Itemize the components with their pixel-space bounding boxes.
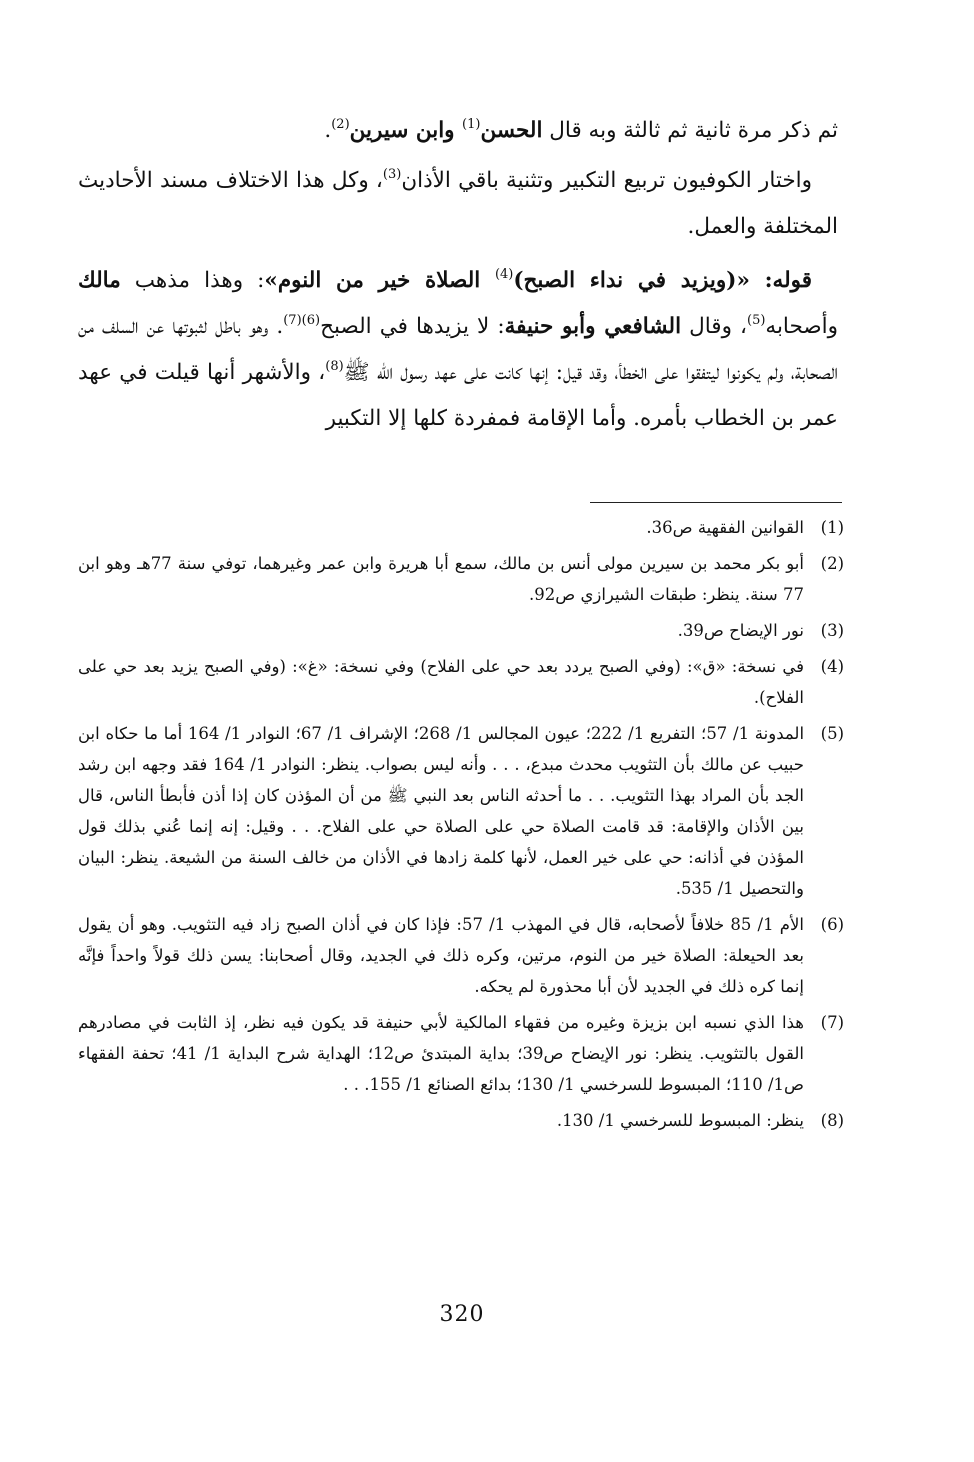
qawluhu-label: قوله: <box>749 268 813 293</box>
footnote-text: هذا الذي نسبه ابن بزيزة وغيره من فقهاء المالكية لأبي حنيفة قد يكون فيه نظر، إذ الثابت في مصادرهم القول بالتثويب. ينظر: نور الإيضاح ص39؛ بداية المبتدئ ص12؛ الهداية شرح البداية 1/ 41؛ تحفة الفقهاء ص1/ 110؛ المبسوط للسرخسي 1/ 130؛ بدائع الصنائع 1/ 155. . . <box>78 1013 804 1094</box>
footnote-ref-3[interactable]: (3) <box>382 167 402 182</box>
footnote <box>78 909 844 1002</box>
footnote <box>78 718 844 904</box>
text-run: . <box>324 118 332 143</box>
footnote-number: (8) <box>820 1111 844 1130</box>
page-number: 320 <box>439 1302 485 1327</box>
footnote-text: في نسخة: «ق»: (وفي الصبح يردد بعد حي على الفلاح) وفي نسخة: «غ»: (وفي الصبح يزيد بعد حي على الفلاح). <box>78 657 804 707</box>
footnote-ref-2[interactable]: (2) <box>331 117 350 132</box>
footnote-number: (2) <box>820 554 844 573</box>
footnote <box>78 1007 844 1100</box>
matn-quote: «(ويزيد في نداء الصبح) <box>513 268 750 293</box>
footnote-ref-4[interactable]: (4) <box>494 267 514 282</box>
text-run: . وهو باطل لثبوتها عن السلف من الصحابة، ولم يكونوا ليتفقوا على الخطأ، وقد قيل: إنها كانت على عهد رسول الله ﷺ <box>78 314 838 385</box>
footnote-separator <box>590 502 842 503</box>
text-run: ، والأشهر أنها قيلت في عهد عمر بن الخطاب بأمره. وأما الإقامة فمفردة كلها إلا التكبير <box>78 360 838 431</box>
name-malik: مالك <box>78 268 121 293</box>
footnote-number: (7) <box>820 1013 844 1032</box>
footnote-text: الأم 1/ 85 خلافاً لأصحابه، قال في المهذب 1/ 57: فإذا كان في أذان الصبح زاد فيه التثويب. وهو أن يقول بعد الحيعلة: الصلاة خير من النوم، مرتين، وكره ذلك في الجديد، وقال أصحابنا: يسن ذلك قولاً واحداً فإنَّه إنما كره ذلك في الجديد لأن أبا محذورة لم يحكه. <box>78 915 804 996</box>
footnote <box>78 651 844 713</box>
footnote-text: ينظر: المبسوط للسرخسي 1/ 130. <box>556 1111 804 1130</box>
text-run: ، وكل هذا الاختلاف مسند الأحاديث المختلفة والعمل. <box>78 168 838 239</box>
footnote-text: القوانين الفقهية ص36. <box>646 518 804 537</box>
footnote-number: (4) <box>820 657 844 676</box>
text-run: : لا يزيدها في الصبح <box>320 314 505 339</box>
text-run: ثم ذكر مرة ثانية ثم ثالثة وبه قال <box>542 118 838 143</box>
paragraph-1 <box>78 108 838 154</box>
footnote-ref-7[interactable]: (7) <box>283 313 302 328</box>
footnote-ref-5[interactable]: (5) <box>746 313 766 328</box>
footnote-number: (3) <box>820 621 844 640</box>
paragraph-3 <box>78 258 838 442</box>
name-shafii-abu-hanifa: الشافعي وأبو حنيفة <box>504 314 682 339</box>
footnote-text: أبو بكر محمد بن سيرين مولى أنس بن مالك، سمع أبا هريرة وابن عمر وغيرهما، توفي سنة 77هـ وهو ابن 77 سنة. ينظر: طبقات الشيرازي ص92. <box>78 554 804 604</box>
footnote-ref-1[interactable]: (1) <box>462 117 481 132</box>
footnote <box>78 1105 844 1136</box>
paragraph-2 <box>78 158 838 250</box>
footnotes <box>78 512 844 1141</box>
footnote-number: (5) <box>820 724 844 743</box>
footnote-number: (1) <box>820 518 844 537</box>
text-run: ، وقال <box>681 314 747 339</box>
text-run: : وهذا مذهب <box>120 268 265 293</box>
footnote-text: نور الإيضاح ص39. <box>677 621 804 640</box>
text-run: واختار الكوفيون تربيع التكبير وتثنية باقي الأذان <box>401 168 812 193</box>
main-text <box>78 108 838 446</box>
name-ibn-sirin: وابن سيرين <box>349 118 463 143</box>
footnote-ref-6[interactable]: (6) <box>301 313 321 328</box>
footnote <box>78 548 844 610</box>
footnote <box>78 512 844 543</box>
matn-quote: الصلاة خير من النوم» <box>264 268 495 293</box>
name-hasan: الحسن <box>480 118 543 143</box>
footnote <box>78 615 844 646</box>
footnote-number: (6) <box>820 915 844 934</box>
text-run: وأصحابه <box>765 314 838 339</box>
footnote-ref-8[interactable]: (8) <box>325 359 344 374</box>
footnote-text: المدونة 1/ 57؛ التفريع 1/ 222؛ عيون المجالس 1/ 268؛ الإشراف 1/ 67؛ النوادر 1/ 164 أما ما حكاه ابن حبيب عن مالك بأن التثويب محدث مبدع، . . . وأنه ليس بصواب. ينظر: النوادر 1/ 164 فقد وجهه ابن رشد الجد بأن المراد بهذا التثويب. . . ما أحدثه الناس بعد النبي ﷺ من أن المؤذن كان إذا أذن فأبطأ الناس، قال بين الأذان والإقامة: قد قامت الصلاة حي على الصلاة حي على الفلاح. . . وقيل: إنه إنما عُني بذلك قول المؤذن في أذانه: حي على خير العمل، لأنها كلمة زادها في الأذان من خالف السنة من الشيعة. ينظر: البيان والتحصيل 1/ 535. <box>78 724 805 898</box>
